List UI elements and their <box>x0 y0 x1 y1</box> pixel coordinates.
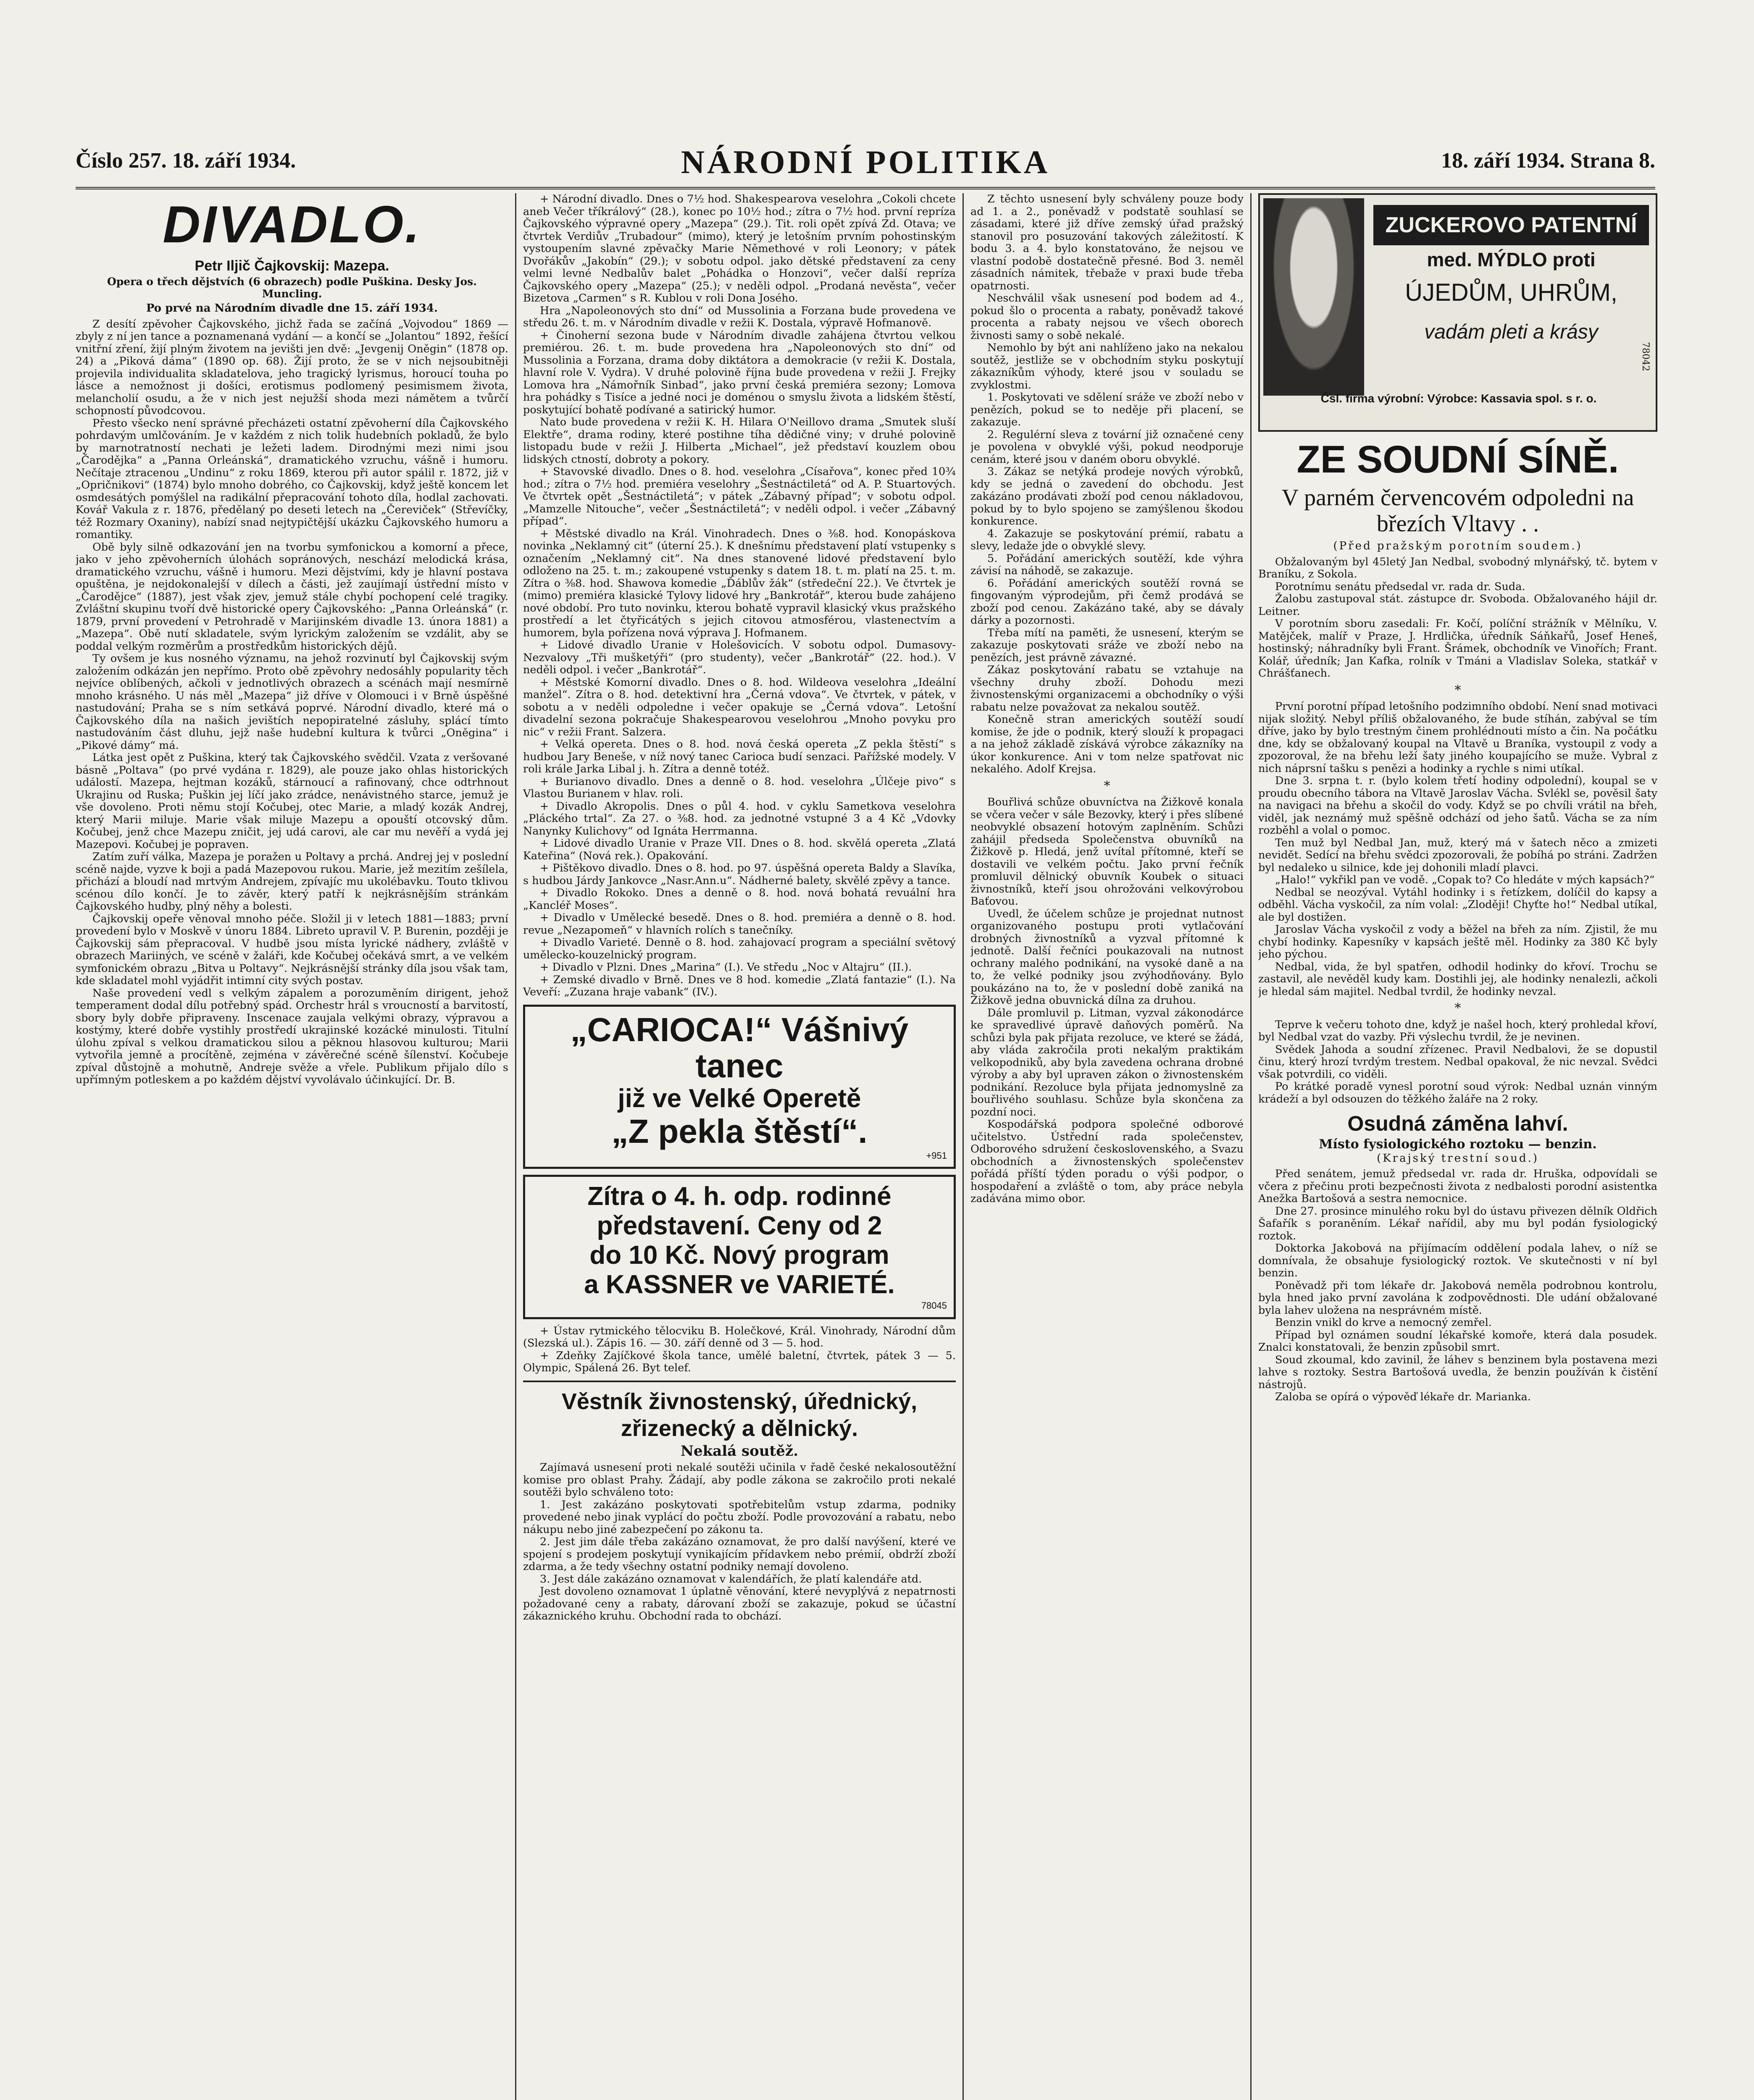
paragraph: Třeba mítí na paměti, že usnesení, kterým se zakazuje poskytovati sráže ve zboží nebo na penězích, jest právně závazné. <box>970 626 1244 664</box>
column-rule <box>515 193 516 2100</box>
paragraph: Neschválil však usnesení pod bodem ad 4., pokud šlo o procenta a rabaty, poněvadž takové procenta a rabaty nejsou ve všech oborech živnosti samy o sobě nekalé. <box>970 292 1244 342</box>
listing: + Pištěkovo divadlo. Dnes o 8. hod. po 97. úspěšná opereta Baldy a Slavíka, s hudbou Járdy Jankovce „Nasr.Ann.u“. Nádherné balety, skvělé zpěvy a tance. <box>523 862 956 887</box>
ad-line: Zítra o 4. h. odp. rodinné <box>587 1182 891 1211</box>
ad-line: představení. Ceny od 2 <box>597 1211 882 1240</box>
carioca-ad <box>523 1005 956 1169</box>
ad-line: „CARIOCA!“ Vášnivý tanec <box>570 1011 909 1084</box>
column-theatre <box>76 193 508 2100</box>
paragraph: Obě byly silně odkazování jen na tvorbu symfonickou a komorní a přece, jako v jeho zpěvoherních úlohách sopránových, neschází melodická krása, dramatického vzruchu, vášně i humoru. Mezi dějstvími, kdy je hlavní postava opuštěna, je nejdokonalejší v dílech a části, jež zaujímají ústřední místo v „Čarodějce“ (1887), jest však zjev, jemuž stále chybí pochopení celé tragiky. Zvláštní skupinu tvoří dvě historické opery Čajkovského: „Panna Orleánská“ (r. 1879, první provedení v Petrohradě v Marijinském divadle 13. února 1881) a „Mazepa“. Obě nutí skladatele, svým lyrickým založením se vzdálit, aby se poddal velkým rozměrům a prostředkům historických dějů. <box>76 541 508 653</box>
short-item: + Zdeňky Zajíčkové škola tance, umělé baletní, čtvrtek, pátek 3 — 5. Olympic, Spálená 26. Byt telef. <box>523 1349 956 1374</box>
paragraph: Svědek Jahoda a soudní zřízenec. Pravil Nedbalovi, že se dopustil činu, který hrozí tvrdým trestem. Nedbal opakoval, že nic nevzal. Svědci však potvrdili, co viděli. <box>1258 1043 1657 1081</box>
variete-ad <box>523 1175 956 1319</box>
paragraph: 1. Poskytovati ve sdělení sráže ve zboží nebo v penězích, pokud se to neděje při placení, se zakazuje. <box>970 391 1244 428</box>
paragraph: Jest dovoleno oznamovat 1 úplatně věnování, které nevyplývá z nepatrnosti požadované ceny a rabaty, dárovaní zboží se zakazuje, pokud se účastní zákaznického kruhu. Obchodní rada to obchází. <box>523 1585 956 1622</box>
paragraph: Přesto všecko není správné přecházeti ostatní zpěvoherní díla Čajkovského pohrdavým umlčováním. Je v každém z nich tolik hudebních pokladů, že bylo by marnotratností nechati je ležeti ladem. Dirodnými mezi nimi jsou „Čarodějka“ a „Panna Orleánská“, dramatického vzruchu, vášně i humoru. Nečítaje ztracenou „Undinu“ z roku 1869, kterou při autor spálil r. 1872, již v „Opričnikovi“ (1874) bylo mnoho dobrého, co Čajkovskij, když ještě koncem let osmdesátých pomýšlel na radikální přepracování tohoto díla, hodlal zachovati. Kovář Vakula z r. 1876, předělaný po deseti letech na „Čereviček“ (Střevíčky, též Rozmary Oxaniny), nabízí snad nejtypičtější ukázku Čajkovského humoru a romantiky. <box>76 417 508 541</box>
paragraph: Zákaz poskytování rabatu se vztahuje na všechny druhy zboží. Dohodu mezi živnostenskými organizacemi a obchodníky o výši rabatu nelze považovat za nekalou soutěž. <box>970 664 1244 714</box>
listing: + Městské divadlo na Král. Vinohradech. Dnes o ⅜8. hod. Konopáskova novinka „Neklamný cit“ (úterní 25.). K dnešnímu představení platí vstupenky s označením „Neklamný cit“. Na dnes stanovené lidové představení bylo odloženo na 25. t. m.; zakoupené vstupenky s datem 18. t. m. platí na 25. t. m. Zítra o ⅜8. hod. Shawova komedie „Ďáblův žák“ (středeční 22.). Ve čtvrtek je (mimo) premiéra klasické Tylovy lidové hry „Bankrotář“, kterou bude zahájeno nové období. Pro tuto novinku, kterou bohatě vypravil klasický vkus pražského prostředí a let čtyřicátých s jejich citovou atmosférou, vlastenectvím a humorem, byla pořízena nová výprava J. Hofmanem. <box>523 527 956 639</box>
paragraph: Zaloba se opírá o výpověď lékaře dr. Marianka. <box>1275 1391 1531 1403</box>
issue-number: Číslo 257. 18. září 1934. <box>76 149 296 173</box>
paragraph: 4. Zakazuje se poskytování prémií, rabatu a slevy, ledaže jde o obvyklé slevy. <box>970 527 1244 552</box>
section-title: ZE SOUDNÍ SÍNĚ. <box>1296 438 1619 481</box>
paragraph: Dále promluvil p. Litman, vyzval zákonodárce ke spravedlivé úpravě daňových poměrů. Na schůzi byla pak přijata rezoluce, ve které se žádá, aby vláda zakročila proti nekalým praktikám velkopodniků, aby byla zavedena ochrana drobné výroby a aby byl upraven zákon o živnostenském podnikání. Rezoluce byla přijata jednomyslně za bouřlivého souhlasu. Schůze byla skončena za pozdní noci. <box>970 1006 1244 1118</box>
paragraph: 1. Jest zakázáno poskytovati spotřebitelům vstup zdarma, podniky provedené nebo jinak vyplácí do počtu zboží. Podle provozování a rabatu, nebo nákupu nebo jiné zabezpečení po zákonu ta. <box>523 1498 956 1536</box>
paragraph: Uvedl, že účelem schůze je projednat nutnost organizovaného postupu proti vytlačování drobných živnostníků a vyzval přítomné k jednotě. Další řečníci poukazovali na nutnost ochrany malého podnikání, na vysoké daně a na to, že velké podniky jsou zvýhodňovány. Bylo poukázáno na to, že v poslední době zaniká na Žižkově jedna obuvnická dílna za druhou. <box>970 907 1244 1007</box>
article-title: Osudná záměna lahví. <box>1347 1112 1568 1135</box>
soap-ad <box>1258 193 1657 432</box>
listing: + Národní divadlo. Dnes o 7½ hod. Shakespearova veselohra „Cokoli chcete aneb Večer tříkrálový“ (28.), konec po 10½ hod.; zítra o 7½ hod. první repríza Čajkovského výpravné opery „Mazepa“ (29.). Tit. roli opět zpívá Zd. Otava; ve čtvrtek Verdiův „Trubadour“ (mimo), který je letošním prvním pohostinským vystoupením slavné zpěvačky Marie Němethové v roli Leonory; v pátek Dvořákův „Jakobín“ (29.); v sobotu odpol. jako dětské představení za ceny velmi levné Nedbalův balet „Pohádka o Honzovi“, večer další repríza Čajkovského opery „Mazepa“ (25.); v neděli odpol. „Prodaná nevěsta“, večer Bizetova „Carmen“ s R. Kublou v roli Dona Josého. <box>523 193 956 304</box>
paragraph: Kospodářská podpora společné odborové učitelstvo. Ústřední rada společenstev, Odborového sdružení československého, a Svazu obchodních a živnostenských společenstev pořádá příští týden poradu o výši podpor, o hospodaření a zvláště o tom, aby práce nebyla zadávána mimo obor. <box>970 1118 1244 1205</box>
paragraph: Benzin vnikl do krve a nemocný zemřel. <box>1275 1316 1492 1329</box>
paragraph: Z desítí zpěvoher Čajkovského, jichž řada se začíná „Vojvodou“ 1869 — zbyly z ní jen tance a poznamenaná vydání — a končí se „Jolantou“ 1892, řešící vnitřní zření, žijí plným životem na jevišti jen dvě: „Jevgenij Oněgin“ (1878 op. 24) a „Piková dáma“ (1890 op. 68). Žijí proto, že se v nich nejsoubitněji projevila individualita skladatelova, jeho tragický lyrismus, horoucí touha po lásce a nemožnost ji došíci, erotismus podlomený pesimismem života, melancholií osudu, a že v nich jest nejužší shoda mezi námětem a tvůrčí schopností původcovou. <box>76 318 508 417</box>
listing: + Lidové divadlo Uranie v Holešovicích. V sobotu odpol. Dumasovy-Nezvalovy „Tři mušketýři“ (pro studenty), večer „Bankrotář“ (22. hod.). V neděli odpol. i večer „Bankrotář“. <box>523 639 956 676</box>
divider <box>523 1381 956 1382</box>
vestnik-title: Věstník živnostenský, úřednický, zřizenecký a dělnický. <box>561 1389 918 1441</box>
paragraph: 2. Regulérní sleva z tovární již označené ceny je povolena v obvyklé výši, pokud neodporuje cenám, které jsou v daném oboru obvyklé. <box>970 428 1244 466</box>
paragraph: Poněvadž při tom lékaře dr. Jakobová neměla podrobnou kontrolu, byla hned jako první zavolána k zodpovědnosti. Dle udání obžalované byla lahev uložena na nesprávném místě. <box>1258 1279 1657 1317</box>
article-subtitle: Opera o třech dějstvích (6 obrazech) podle Puškina. Desky Jos. Muncling. <box>107 276 477 300</box>
paragraph: Doktorka Jakobová na přijímacím oddělení podala lahev, o níž se domnívala, že obsahuje fysiologický roztok. Ve skutečnosti v ní byl benzin. <box>1258 1242 1657 1279</box>
paragraph: Naše provedení vedl s velkým zápalem a porozuměním dirigent, jehož temperament dodal dílu potřebný spád. Orchestr hrál s vroucností a barvitostí, sbory byly dobře připraveny. Inscenace zaujala velkými obrazy, výpravou a kostýmy, které dobře vystihly prostředí ukrajinské kozácké minulosti. Titulní úlohu zpíval s velkou dramatickou silou a pěknou hlasovou kulturou; Marii vytvořila jemně a procítěně, zejména v závěrečné scéně šílenství. Kočubeje zpíval důstojně a mohutně, Andreje svěže a vřele. Publikum přijalo dílo s upřímným potleskem a po každém dějství vyvolávalo účinkující. Dr. B. <box>76 987 508 1086</box>
paragraph: Porotnímu senátu předsedal vr. rada dr. Suda. <box>1275 580 1525 593</box>
paragraph: Jaroslav Vácha vyskočil z vody a běžel na břeh za ním. Zjistil, že mu chybí hodinky. Kapesníky v kapsách ještě měl. Hodinky za 380 Kč byly jeho pýchou. <box>1258 923 1657 961</box>
paragraph: Dne 3. srpna t. r. (bylo kolem třetí hodiny odpolední), koupal se v proudu obecního tábora na Vltavě Jaroslav Vácha. Svlékl se, pověsil šaty na navigaci na břehu a skočil do vody. Když se po chvíli vrátil na břeh, viděl, jak neznámý muž spěšně odchází od jeho šatů. Vácha se za ním rozběhl a volal o pomoc. <box>1258 774 1657 837</box>
ad-line: již ve Velké Operetě <box>618 1084 861 1113</box>
paragraph: Po krátké poradě vynesl porotní soud výrok: Nedbal uznán vinným krádeží a byl odsouzen do těžkého žaláře na 2 roky. <box>1258 1080 1657 1105</box>
article-subtitle: Místo fysiologického roztoku — benzin. <box>1319 1137 1597 1152</box>
paragraph: 2. Jest jim dále třeba zakázáno oznamovat, že pro další navýšení, které ve spojení s prodejem poskytují vynikajícím přídavkem nebo prémií, obdrží zboží zdarma, a že tedy všechny ostatní podniky nemají dovoleno. <box>523 1536 956 1573</box>
column-trade <box>970 193 1244 2100</box>
column-rule <box>1250 193 1252 2100</box>
listing: + Zemské divadlo v Brně. Dnes ve 8 hod. komedie „Zlatá fantazie“ (I.). Na Veveří: „Zuzana hraje vabank“ (IV.). <box>523 973 956 998</box>
paragraph: Žalobu zastupoval stát. zástupce dr. Svoboda. Obžalovaného hájil dr. Leitner. <box>1258 593 1657 618</box>
column-rule <box>962 193 964 2100</box>
paragraph: Z těchto usnesení byly schváleny pouze body ad 1. a 2., poněvadž v podstatě souhlasí se zásadami, které již dříve zemský úřad pražský stanovil pro posuzování takových záležitostí. K bodu 3. a 4. bylo konstatováno, že nejsou ve vlastní podobě dostatečně přesné. Bod 3. neměl zásadních námitek, třebaže v praxi bude třeba opatrnosti. <box>970 193 1244 292</box>
paragraph: Konečně stran amerických soutěží soudí komise, že jde o podnik, který slouží k propagaci a na jehož základě získává výrobce zákazníky na úkor konkurence. Ani v tom nelze spatřovat nic nekalého. Adolf Krejsa. <box>970 713 1244 775</box>
article-subtitle: (Před pražským porotním soudem.) <box>1333 540 1583 552</box>
ad-line: ZUCKEROVO PATENTNÍ <box>1373 205 1649 245</box>
ad-line: ÚJEDŮM, UHRŮM, <box>1405 279 1617 306</box>
listing: + Divadlo v Plzni. Dnes „Marina“ (I.). Ve středu „Noc v Altajru“ (II.). <box>540 961 912 974</box>
column-theatre-listings <box>523 193 956 2100</box>
paragraph: Před senátem, jemuž předsedal vr. rada dr. Hruška, odpovídali se včera z přečinu proti bezpečnosti života z nedbalosti porodní asistentka Anežka Bartošová a sestra nemocnice. <box>1258 1168 1657 1205</box>
listing: + Divadlo Akropolis. Dnes o půl 4. hod. v cyklu Sametkova veselohra „Pláckého trtal“. Za 27. o ⅜8. hod. za jednotné vstupné 3 a 4 Kč „Vdovky Nanynky Kulichovy“ od Ignáta Herrmanna. <box>523 800 956 837</box>
paragraph: 3. Zákaz se netýká prodeje nových výrobků, kdy se jedná o zavedení do obchodu. Jest zakázáno prodávati zboží pod cenou nákladovou, pokud by to bylo spojeno se zamýšlenou škodou konkurence. <box>970 465 1244 528</box>
newspaper-title: NÁRODNÍ POLITIKA <box>681 144 1050 180</box>
listing: + Divadlo Varieté. Denně o 8. hod. zahajovací program a speciální světový umělecko-kouzelnický program. <box>523 936 956 961</box>
listing: Nato bude provedena v režii K. H. Hilara O'Neillovo drama „Smutek sluší Elektře“, drama rodiny, které postihne tíha dědičné viny; v druhé polovině listopadu bude v režii J. Hilberta „Michael“, jež představí kouzlem obou lidských ctností, dobroty a pokory. <box>523 416 956 466</box>
separator-star: * <box>1454 682 1461 698</box>
separator-star: * <box>1454 1001 1461 1016</box>
page-number: 18. září 1934. Strana 8. <box>1441 149 1655 173</box>
column-court <box>1258 193 1657 2100</box>
paragraph: Dne 27. prosince minulého roku byl do ústavu přivezen dělník Oldřich Šafařík s poraněním. Lékař nařídil, aby mu byl podán fysiologický roztok. <box>1258 1205 1657 1242</box>
paragraph: Nedbal se neozýval. Vytáhl hodinky i s řetízkem, dolíčil do kapsy a odběhl. Vácha vyskočil, za ním volal: „Zloději! Chyťte ho!“ Nedbal utíkal, ale byl dostižen. <box>1258 886 1657 924</box>
ad-code: +951 <box>926 1150 947 1161</box>
paragraph: Čajkovskij opeře věnoval mnoho péče. Složil ji v letech 1881—1883; první provedení bylo v Moskvě v únoru 1884. Libreto upravil V. P. Burenin, později je Čajkovskij sám přepracoval. V hudbě jsou místa lyrické nádhery, zvláště v obrazech Mariiných, ve scéně v žaláři, kde Kočubej očekává smrt, a ve velkém symfonickém obrazu „Bitva u Poltavy“. Nejkrásnější stránky díla jsou však tam, kde skladatel mohl vyjádřit intimní city svých postav. <box>76 912 508 987</box>
ad-line: vadám pleti a krásy <box>1424 321 1598 343</box>
separator-star: * <box>1104 778 1110 793</box>
masthead <box>76 141 1655 189</box>
vestnik-subtitle: Nekalá soutěž. <box>680 1442 799 1460</box>
ad-line: a KASSNER ve VARIETÉ. <box>584 1270 895 1299</box>
paragraph: Obžalovaným byl 45letý Jan Nedbal, svobodný mlynářský, tč. bytem v Braníku, z Sokola. <box>1258 555 1657 580</box>
listing: + Lidové divadlo Uranie v Praze VII. Dnes o 8. hod. skvělá opereta „Zlatá Kateřina“ (Nová rek.). Opakování. <box>523 837 956 862</box>
paragraph: Ty ovšem je kus nosného významu, na jehož rozvinutí byl Čajkovskij svým založením odkázán jen nepřímo. Proto obě zpěvohry nedosáhly popularity těch nejvíce oblíbených, ačkoli v jednotlivých obrazech a scénách mají nesmírně mnoho krásného. U nás měl „Mazepa“ již dříve v Olomouci i v Brně úspěšné nastudování; Praha se s ním setkává poprvé. Národní divadlo, které má o Čajkovského díla na našich jevištích nepopiratelné zásluhy, splácí tímto nastudováním část dluhu, jejž naše hudební kultura k tvůrci „Oněgina“ i „Pikové dámy“ má. <box>76 652 508 752</box>
listing: Hra „Napoleonových sto dní“ od Mussolinia a Forzana bude provedena ve středu 26. t. m. v Národním divadle v režii K. Dostala, výpravě Hofmanově. <box>523 304 956 329</box>
paragraph: První porotní případ letošního podzimního období. Není snad motivaci nijak složitý. Nebyl příliš obžalovaného, že bude stíhán, zabýval se tím dříve, jako by bylo trestným činem prohlédnouti místo a čin. Na počátku dne, kdy se obžalovaný koupal na Vltavě u Braníka, vystoupil z vody a zpozoroval, že na břehu leží šaty jiného koupajícího se muže. Vybral z nich náprsní tašku s penězi a hodinky a rychle s nimi utíkal. <box>1258 700 1657 775</box>
paragraph: Nemohlo by být ani nahlíženo jako na nekalou soutěž, jestliže se v obchodním styku poskytují zákazníkům výhody, které jsou v souladu se zvyklostmi. <box>970 341 1244 391</box>
paragraph: 5. Pořádání amerických soutěží, kde výhra závisí na náhodě, se zakazuje. <box>970 552 1244 577</box>
paragraph: Ten muž byl Nedbal Jan, muž, který má v šatech něco a zmizeti nevidět. Sedící na břehu svědci zpozorovali, že pobíhá po stráni. Zadržen byl nedaleko u silnice, kde jej dohonili mladí plavci. <box>1258 836 1657 874</box>
ad-line: do 10 Kč. Nový program <box>589 1241 889 1270</box>
ad-line: Čsl. firma výrobní: Výrobce: Kassavia spol. s r. o. <box>1320 392 1597 405</box>
paragraph: 6. Pořádání amerických soutěží rovná se fingovaným výprodejům, při čemž prodává se zboží pod cenou. Zakázáno také, aby se dávaly dárky a pozornosti. <box>970 577 1244 627</box>
paragraph: Bouřlivá schůze obuvníctva na Žižkově konala se včera večer v sále Bezovky, který i přes slíbené neobvyklé obsazení hotovým zaplněním. Schůzi zahájil předseda Společenstva obuvníků na Žižkově p. Hledá, jenž uvítal přítomné, kteří se dostavili ve velkém počtu. Jako první řečník promluvil dělnický obuvník Koubek o situaci živnostníků, kteří jsou ohrožováni velkovýrobou Baťovou. <box>970 796 1244 908</box>
paragraph: Teprve k večeru tohoto dne, když je našel hoch, který prohledal křoví, byl Nedbal vzat do vazby. Při výslechu tvrdil, že je nevinen. <box>1258 1018 1657 1043</box>
listing: + Divadlo Rokoko. Dnes a denně o 8. hod. nová bohatá revuální hra „Kancléř Moses“. <box>523 887 956 912</box>
court-name: (Krajský trestní soud.) <box>1377 1152 1539 1165</box>
section-title: DIVADLO. <box>163 196 421 254</box>
ad-line: „Z pekla štěstí“. <box>611 1112 868 1150</box>
paragraph: Zajímavá usnesení proti nekalé soutěži učinila v řadě české nekalosoutěžní komise pro oblast Prahy. Žádají, aby podle zákona se zakročilo proti nekalé soutěži bylo schváleno toto: <box>523 1461 956 1499</box>
ad-code: 78045 <box>921 1300 947 1311</box>
ad-line: med. MÝDLO proti <box>1427 249 1596 270</box>
article-title: V parném červencovém odpoledni na březích Vltavy . . <box>1281 485 1634 537</box>
listing: + Městské Komorní divadlo. Dnes o 8. hod. Wildeova veselohra „Ideální manžel“. Zítra o 8. hod. detektivní hra „Černá vdova“. Ve čtvrtek, v pátek, v sobotu a v neděli odpoledne i večer opakuje se „Černá vdova“. Letošní divadelní sezona pokračuje Shakespearovou veselohrou „Mnoho povyku pro nic“ v režii Frant. Salzera. <box>523 676 956 738</box>
paragraph: V porotním sboru zasedali: Fr. Kočí, políční strážník v Mělníku, V. Matějček, malíř v Praze, J. Hrdlička, úředník Sáňkařů, Josef Heneš, hostinský; náhradníky byli Frant. Šrámek, obchodník ve Vinořích; Frant. Kolář, úředník; Jan Kafka, rolník v Tmáni a Vladislav Soleka, statkář v Chrášťanech. <box>1258 617 1657 680</box>
paragraph: „Halo!“ vykřikl pan ve vodě. „Copak to? Co hledáte v mých kapsách?“ <box>1275 874 1655 886</box>
premiere-line: Po prvé na Národním divadle dne 15. září 1934. <box>146 302 438 315</box>
paragraph: Zatím zuří válka, Mazepa je poražen u Poltavy a prchá. Andrej jej v poslední scéně najde, vyzve k boji a padá Mazepovou rukou. Marie, jež mezitím zešílela, přichází a bloudí nad mrtvým Andrejem, zpívajíc mu ukolébavku. Touto tklivou scénou dílo končí. Je to závěr, který patří k nejkrásnějším stránkám Čajkovského hudby, plný něhy a bolesti. <box>76 850 508 913</box>
listing: + Stavovské divadlo. Dnes o 8. hod. veselohra „Císařova“, konec před 10¾ hod.; zítra o 7½ hod. premiéra veselohry „Šestnáctiletá“ od A. P. Stuartových. Ve čtvrtek opět „Šestnáctiletá“; v pátek „Zábavný případ“; v sobotu odpol. „Mamzelle Nitouche“, večer „Šestnáctiletá“; v neděli odpol. i večer „Zábavný případ“. <box>523 465 956 528</box>
paragraph: 3. Jest dále zakázáno oznamovat v kalendářích, že platí kalendáře atd. <box>540 1572 922 1586</box>
ad-code: 78042 <box>1640 342 1651 371</box>
paragraph: Soud zkoumal, kdo zavinil, že láhev s benzinem byla postavena mezi lahve s roztoky. Sestra Bartošová uvedla, že benzin používán k čistění nástrojů. <box>1258 1353 1657 1391</box>
listing: + Divadlo v Umělecké besedě. Dnes o 8. hod. premiéra a denně o 8. hod. revue „Nezapomeň“ v hlavních rolích s tanečníky. <box>523 911 956 937</box>
paragraph: Látka jest opět z Puškina, který tak Čajkovského svědčil. Vzata z veršované básně „Poltava“ (po prvé vydána r. 1829), ale pouze jako ohlas historických událostí. Mazepa, hejtman kozáků, stárnoucí a rafinovaný, chce odtrhnout Ukrajinu od Ruska; Puškin jej líčí jako zrádce, nenávistného starce, jemuž je vše dovoleno. Proti němu stojí Kočubej, otec Marie, a mladý kozák Andrej, který Marii miluje. Marie však miluje Mazepu a opouští otcovský dům. Kočubej, jenž chce Mazepu zničit, jej udá carovi, ale car mu nevěří a vydá jej Mazepovi. Kočubej je popraven. <box>76 751 508 851</box>
short-item: + Ústav rytmického tělocviku B. Holečkové, Král. Vinohrady, Národní dům (Slezská ul.). Zápis 16. — 30. září denně od 3 — 5. hod. <box>523 1324 956 1349</box>
listing: + Činoherní sezona bude v Národním divadle zahájena čtvrtou velkou premiérou. 26. t. m. bude provedena hra „Napoleonových sto dní“ od Mussolinia a Forzana, drama doby diktátora a demokracie (v režii K. Dostala, hlavní role V. Vydra). V druhé polovině října bude provedena v režii J. Frejky Lomova hra „Námořník Sinbad“, jako první česká premiéra sezony; Lomova hra pohádky s Tisíce a jedné noci je doménou o smyslu života a lidském štěstí, poskytující bohatě podívané a satirický humor. <box>523 329 956 416</box>
listing: + Velká opereta. Dnes o 8. hod. nová česká opereta „Z pekla štěstí“ s hudbou Jary Beneše, v níž nový tanec Carioca budí senzaci. Pařížské modely. V roli krále Jarka Libal j. h. Zítra a denně totéž. <box>523 738 956 775</box>
paragraph: Nedbal, vida, že byl spatřen, odhodil hodinky do křoví. Trochu se zastavil, ale nevěděl kudy kam. Dostihli jej, ale hodinky nenalezli, ačkoli je hledal sám majitel. Nedbal tvrdil, že hodinky nevzal. <box>1258 960 1657 998</box>
paragraph: Případ byl oznámen soudní lékařské komoře, která dala posudek. Znalci konstatovali, že benzin způsobil smrt. <box>1258 1328 1657 1354</box>
portrait-image <box>1263 198 1364 396</box>
listing: + Burianovo divadlo. Dnes a denně o 8. hod. veselohra „Úlčeje pivo“ s Vlastou Burianem v hlav. roli. <box>523 775 956 800</box>
article-title: Petr Iljič Čajkovskij: Mazepa. <box>195 258 389 274</box>
